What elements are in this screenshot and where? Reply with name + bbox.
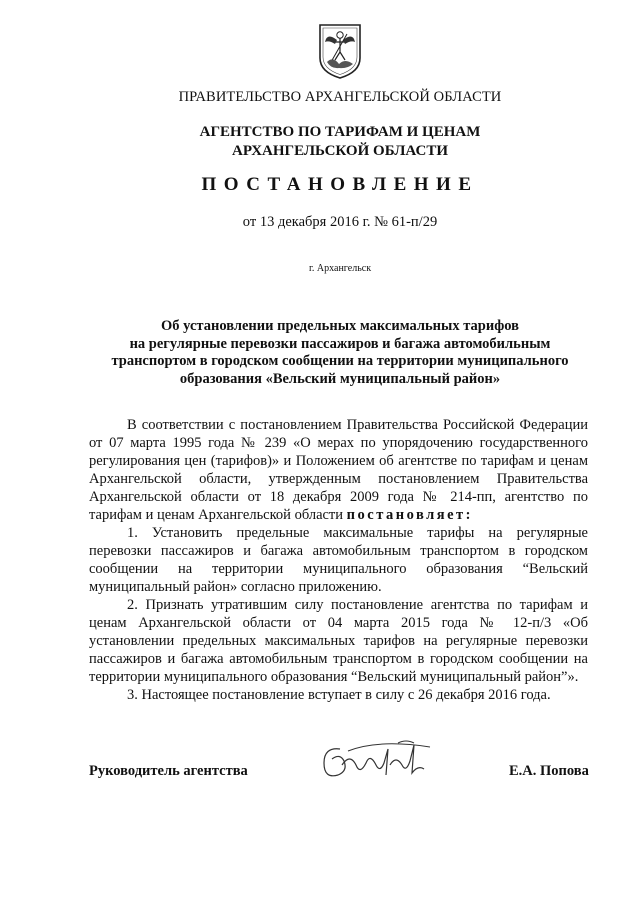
item-2-paragraph: 2. Признать утратившим силу постановление агентства по тарифам и ценам Архангельской области от 04 марта 2015 года № 12-п/3 «Об установлении предельных максимальных тарифов на регулярные перевозки пассажиров и багажа автомобильным транспортом в городском сообщении на территории муниципального образования “Вельский муниципальный район”». xyxy=(89,597,588,685)
government-title: ПРАВИТЕЛЬСТВО АРХАНГЕЛЬСКОЙ ОБЛАСТИ xyxy=(178,89,502,105)
document-city: г. Архангельск xyxy=(308,263,372,274)
preamble-paragraph xyxy=(89,416,588,524)
preamble-text: В соответствии с постановлением Правительства Российской Федерации от 07 марта 1995 года № 239 «О мерах по упорядочению государственного регулирования цен (тарифов)» и Положением об агентстве по тарифам и ценам Архангельской области, утвержденным постановлением Правительства Архангельской области от 18 декабря 2009 года № 214-пп, агентство по тарифам и ценам Архангельской области xyxy=(89,417,588,523)
agency-title xyxy=(0,123,640,161)
document-type: ПОСТАНОВЛЕНИЕ xyxy=(201,174,479,195)
item-3-paragraph: 3. Настоящее постановление вступает в силу с 26 декабря 2016 года. xyxy=(127,687,551,703)
subject-line-1: Об установлении предельных максимальных тарифов xyxy=(161,318,519,334)
subject-line-2: на регулярные перевозки пассажиров и багажа автомобильным xyxy=(129,335,551,352)
subject-line-4: образования «Вельский муниципальный район» xyxy=(179,370,501,387)
item-1-paragraph: 1. Установить предельные максимальные тарифы на регулярные перевозки пассажиров и багажа автомобильным транспортом в городском сообщении на территории муниципального образования “Вельский муниципальный район» согласно приложению. xyxy=(89,525,588,595)
document-date-number: от 13 декабря 2016 г. № 61-п/29 xyxy=(242,214,438,230)
agency-title-line-2: АРХАНГЕЛЬСКОЙ ОБЛАСТИ xyxy=(232,143,448,159)
signatory-role: Руководитель агентства xyxy=(89,763,248,779)
document-subject xyxy=(0,318,640,388)
signatory-name: Е.А. Попова xyxy=(509,763,589,779)
handwritten-signature xyxy=(318,735,436,791)
document-body xyxy=(89,416,588,704)
decides-keyword: постановляет: xyxy=(346,507,474,523)
arkhangelsk-coat-of-arms-icon xyxy=(317,22,363,80)
agency-title-line-1: АГЕНТСТВО ПО ТАРИФАМ И ЦЕНАМ xyxy=(199,124,481,140)
subject-line-3: транспортом в городском сообщении на территории муниципального xyxy=(111,353,569,369)
